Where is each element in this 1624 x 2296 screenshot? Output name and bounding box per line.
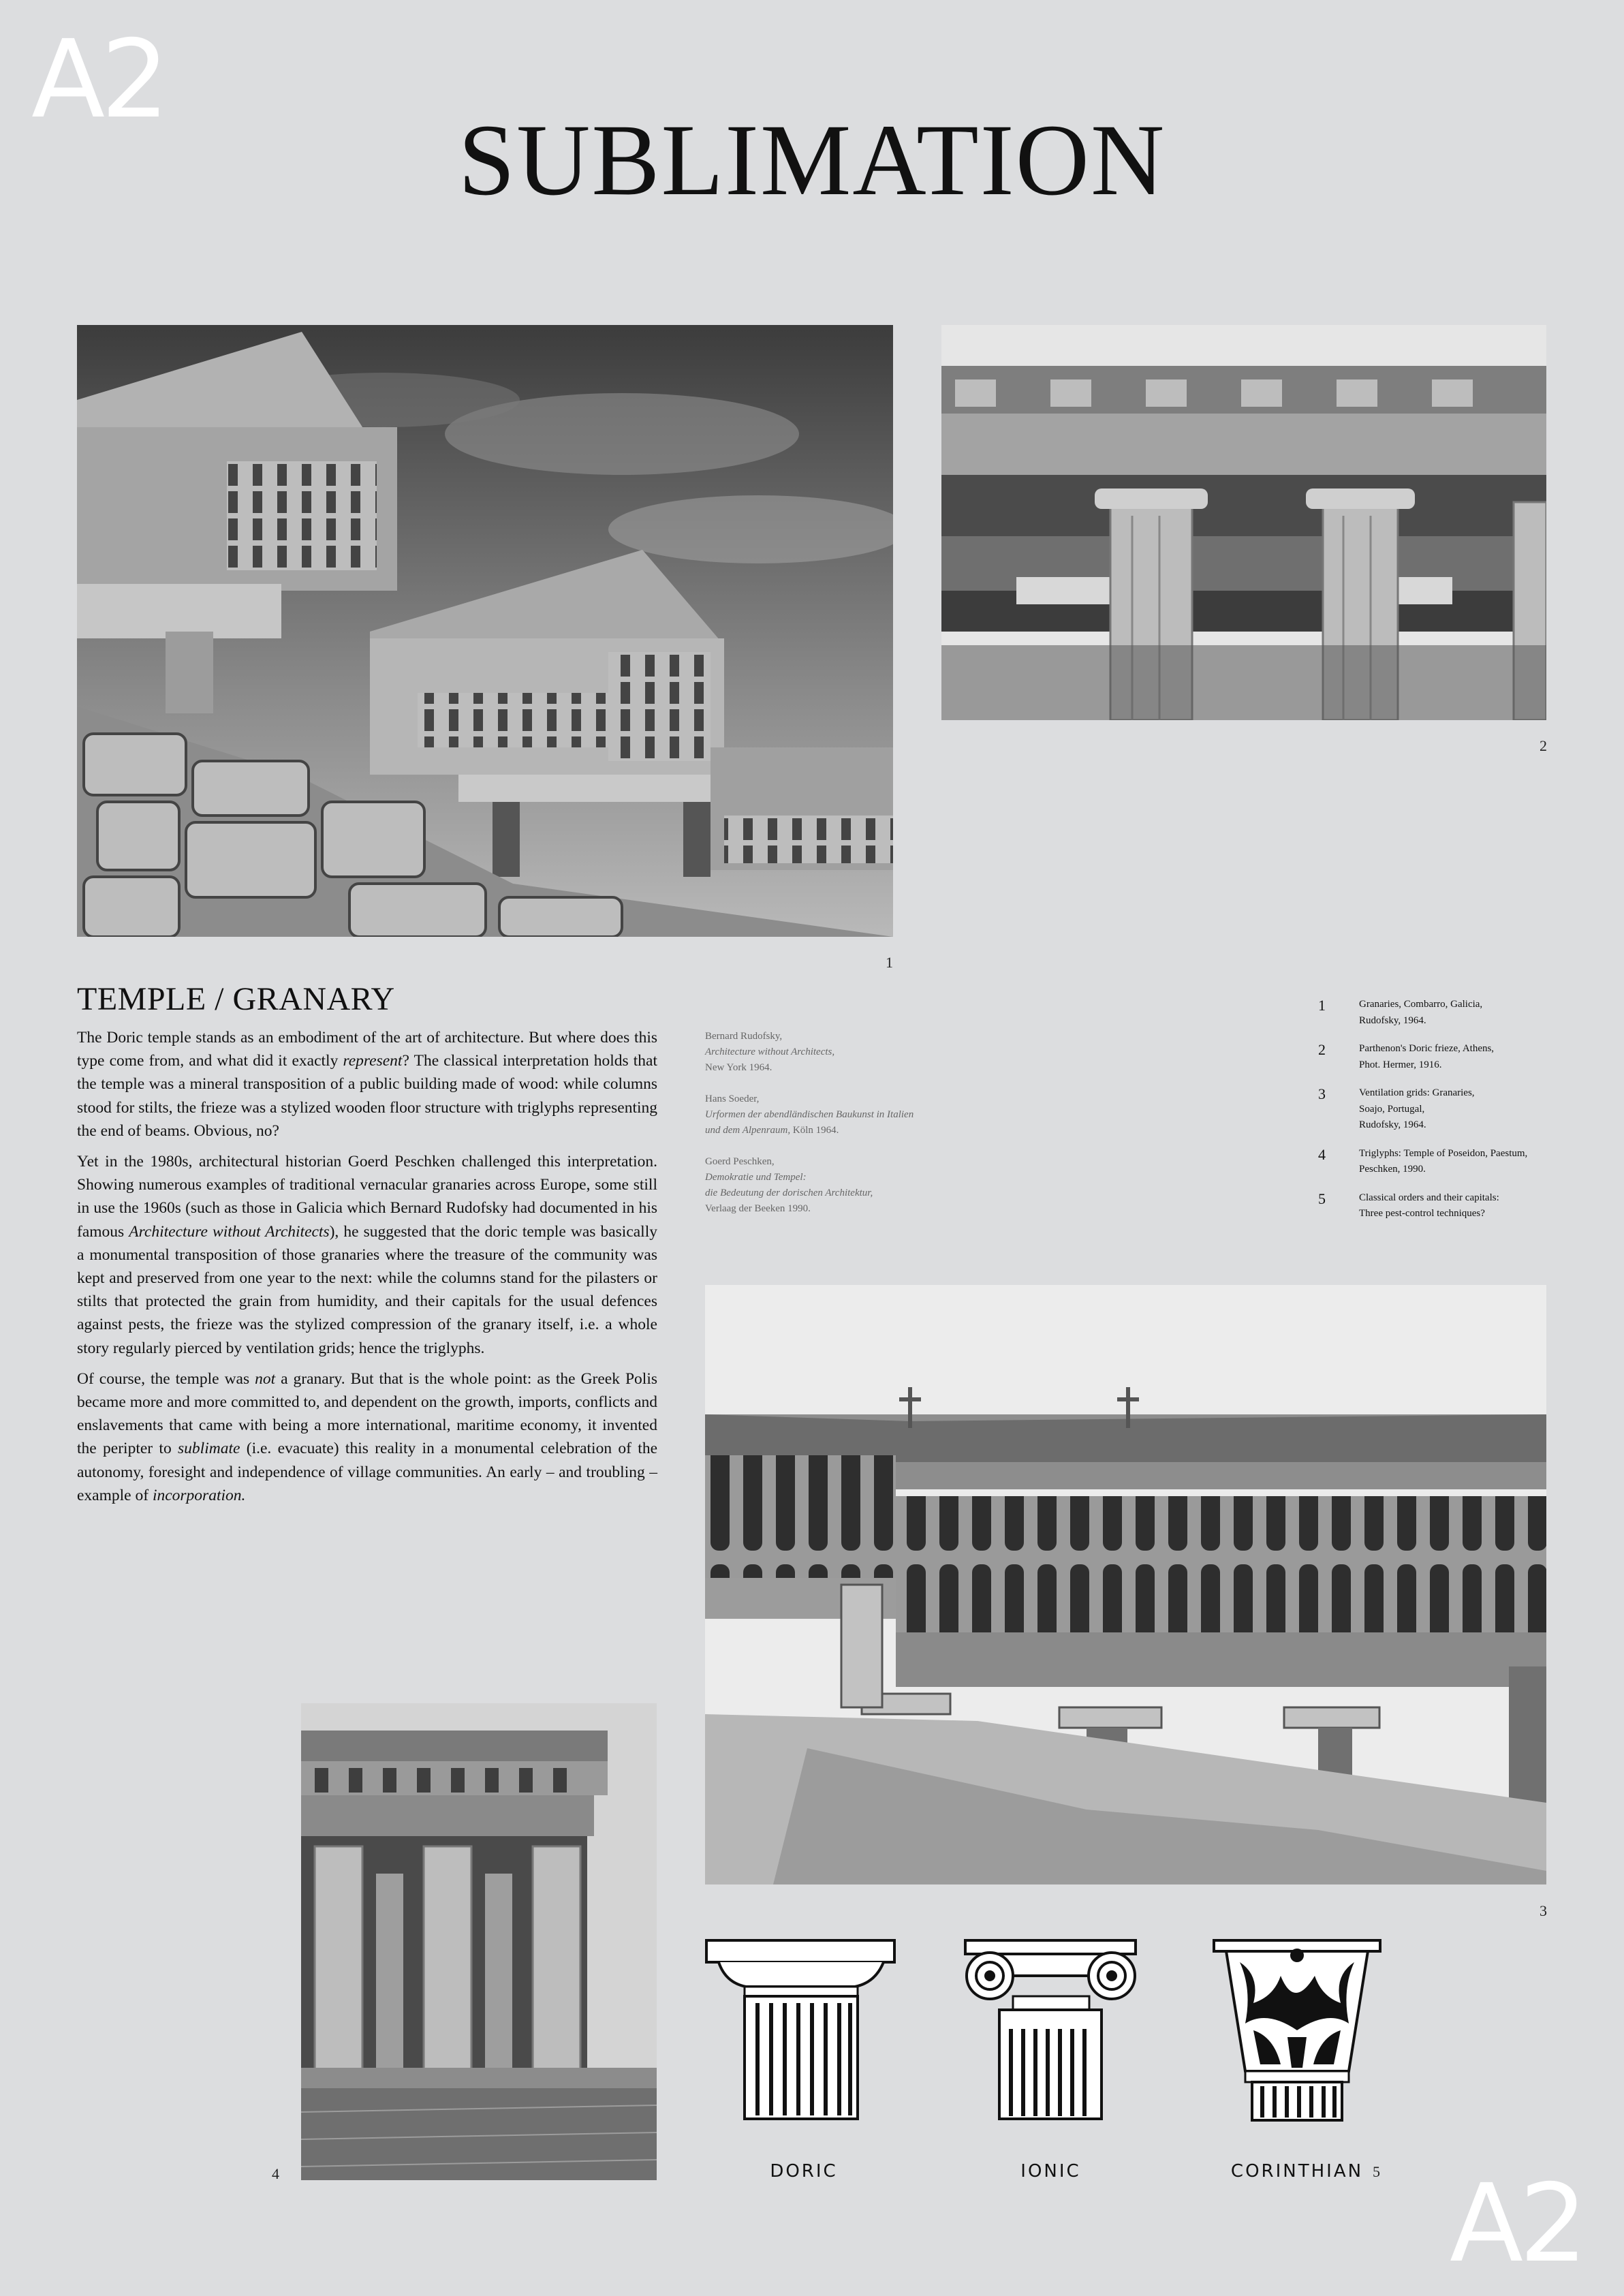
- essay-paragraph-1: The Doric temple stands as an embodiment of the art of architecture. But where does this type come from, and what did it exactly represent? The classical interpretation holds that the temple was a mineral transposition of a public building made of wood: while columns stood for stilts, the frieze was a stylized wooden floor structure with triglyphs representing the end of beams. Obvious, no?: [77, 1029, 657, 1140]
- figure-number-1: 1: [886, 954, 893, 971]
- figure-captions: [1318, 997, 1550, 1235]
- caption-4: 4 Triglyphs: Temple of Poseidon, Paestum, Peschken, 1990.: [1318, 1145, 1528, 1175]
- caption-5: 5 Classical orders and their capitals: Three pest-control techniques?: [1318, 1190, 1499, 1219]
- page-title: SUBLIMATION: [458, 104, 1166, 217]
- doric-capital-drawing: [705, 1935, 903, 2126]
- photo-granaries-soajo: [705, 1285, 1546, 1884]
- figure-number-5: 5: [1373, 2163, 1380, 2180]
- corinthian-capital-drawing: [1213, 1935, 1381, 2126]
- caption-1: 1 Granaries, Combarro, Galicia, Rudofsky, 1964.: [1318, 997, 1483, 1026]
- caption-3: 3 Ventilation grids: Granaries, Soajo, Portugal, Rudofsky, 1964.: [1318, 1085, 1475, 1130]
- caption-2: 2 Parthenon's Doric frieze, Athens, Phot. Hermer, 1916.: [1318, 1041, 1495, 1070]
- references: [705, 1029, 991, 1232]
- label-doric: DORIC: [770, 2161, 838, 2182]
- label-ionic: IONIC: [1020, 2161, 1081, 2182]
- figure-number-4: 4: [272, 2165, 279, 2182]
- photo-temple-paestum: [301, 1703, 657, 2180]
- label-corinthian: CORINTHIAN: [1230, 2161, 1364, 2182]
- a2-logo-top: A2: [31, 17, 166, 142]
- reference-peschken: Goerd Peschken, Demokratie und Tempel: die Bedeutung der dorischen Architektur, Verlaag der Beeken 1990.: [705, 1156, 873, 1214]
- essay-paragraph-3: Of course, the temple was not a granary. But that is the whole point: as the Greek Polis became more and more committed to, and dependent on the growth, imports, conflicts and enslavements that came with being a more international, maritime economy, it invented the peripter to sublimate (i.e. evacuate) this reality in a monumental celebration of the autonomy, foresight and independence of village communities. An early – and troubling – example of incorporation.: [77, 1369, 657, 1504]
- figure-number-2: 2: [1540, 737, 1547, 754]
- essay-text: [77, 1026, 657, 1515]
- figure-number-3: 3: [1540, 1902, 1547, 1919]
- photo-granaries-combarro: [77, 325, 893, 937]
- ionic-capital-drawing: [964, 1935, 1138, 2126]
- reference-soeder: Hans Soeder, Urformen der abendländischen Baukunst in Italien und dem Alpenraum, Köln 1964.: [705, 1093, 914, 1136]
- essay-paragraph-2: Yet in the 1980s, architectural historian Goerd Peschken challenged this interpretation. Showing numerous examples of traditional vernacular granaries across Europe, some still in use the 1960s (such as those in Galicia which Bernard Rudofsky had documented in his famous Architecture without Architects), he suggested that the doric temple was basically a monumental transposition of those granaries where the treasure of the community was kept and preserved from one year to the next: while the columns stand for the pilasters or stilts that protected the grain from humidity, and their capitals for the usual defences against pests, the frieze was the stylized compression of the granary itself, i.e. a whole story regularly pierced by ventilation grids; hence the triglyphs.: [77, 1153, 657, 1357]
- a2-logo-bottom: A2: [1450, 2161, 1584, 2286]
- photo-parthenon-frieze: [941, 325, 1546, 720]
- reference-rudofsky: Bernard Rudofsky, Architecture without Architects, New York 1964.: [705, 1031, 835, 1073]
- section-heading: TEMPLE / GRANARY: [77, 981, 395, 1017]
